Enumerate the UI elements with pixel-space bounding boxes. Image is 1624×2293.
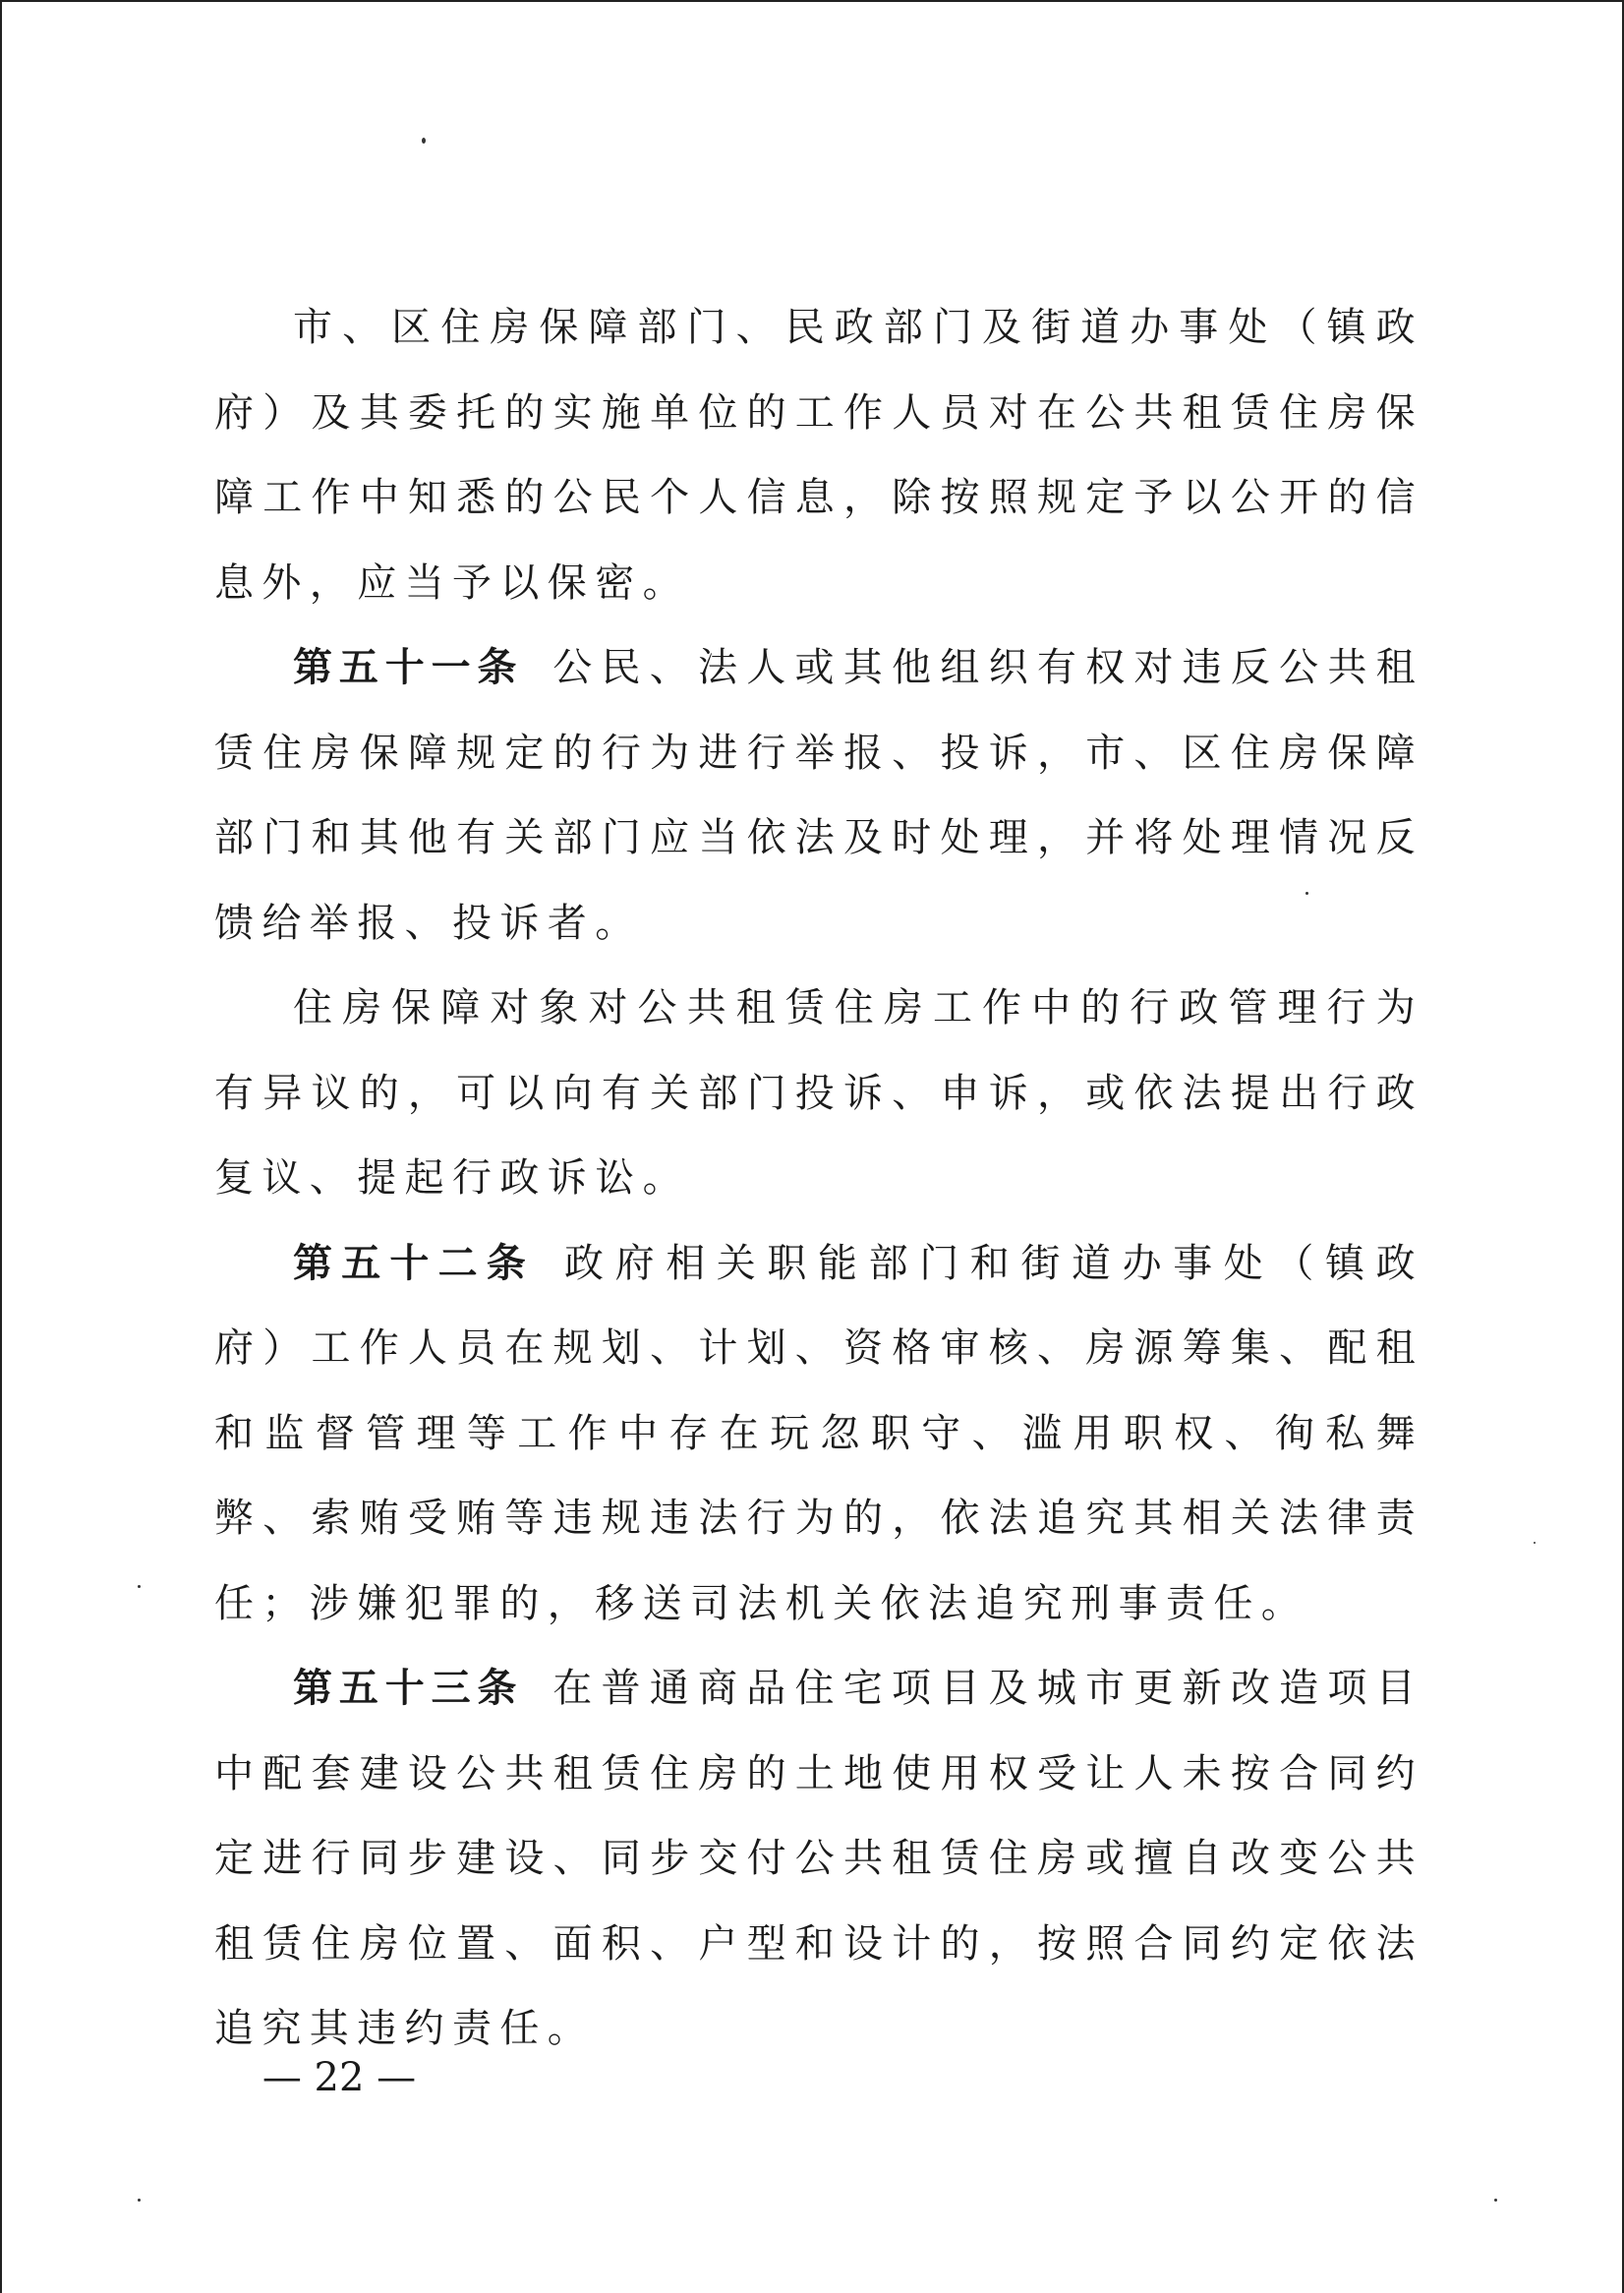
article-number: 第五十三条 [293,1666,524,1711]
scan-speck [138,1585,141,1588]
document-body [214,285,1423,2072]
scan-speck [138,2199,141,2202]
scan-speck [1494,2199,1497,2202]
paragraph-text: 在普通商品住宅项目及城市更新改造项目中配套建设公共租赁住房的土地使用权受让人未按合同约定进行同步建设、同步交付公共租赁住房或擅自改变公共租赁住房位置、面积、户型和设计的，按照合同约定依法追究其违约责任。 [214,1666,1424,2051]
page-number: — 22 — [261,2055,417,2100]
scan-speck [1534,1542,1536,1544]
paragraph-article-52 [214,1221,1423,1647]
paragraph-text: 住房保障对象对公共租赁住房工作中的行政管理行为有异议的，可以向有关部门投诉、申诉，或依法提出行政复议、提起行政诉讼。 [214,985,1423,1201]
paragraph-confidentiality [214,285,1423,625]
paragraph-text: 公民、法人或其他组织有权对违反公共租赁住房保障规定的行为进行举报、投诉，市、区住房保障部门和其他有关部门应当依法及时处理，并将处理情况反馈给举报、投诉者。 [214,645,1424,946]
article-number: 第五十一条 [293,645,524,690]
paragraph-text: 政府相关职能部门和街道办事处（镇政府）工作人员在规划、计划、资格审核、房源筹集、配租和监督管理等工作中存在玩忽职守、滥用职权、徇私舞弊、索贿受贿等违规违法行为的，依法追究其相关法律责任；涉嫌犯罪的，移送司法机关依法追究刑事责任。 [214,1240,1423,1626]
paragraph-article-53 [214,1646,1423,2072]
paragraph-text: 市、区住房保障部门、民政部门及街道办事处（镇政府）及其委托的实施单位的工作人员对在公共租赁住房保障工作中知悉的公民个人信息，除按照规定予以公开的信息外，应当予以保密。 [214,305,1423,606]
paragraph-objection [214,966,1423,1221]
paragraph-article-51 [214,625,1423,966]
scan-speck [422,138,426,144]
article-number: 第五十二条 [293,1240,535,1286]
